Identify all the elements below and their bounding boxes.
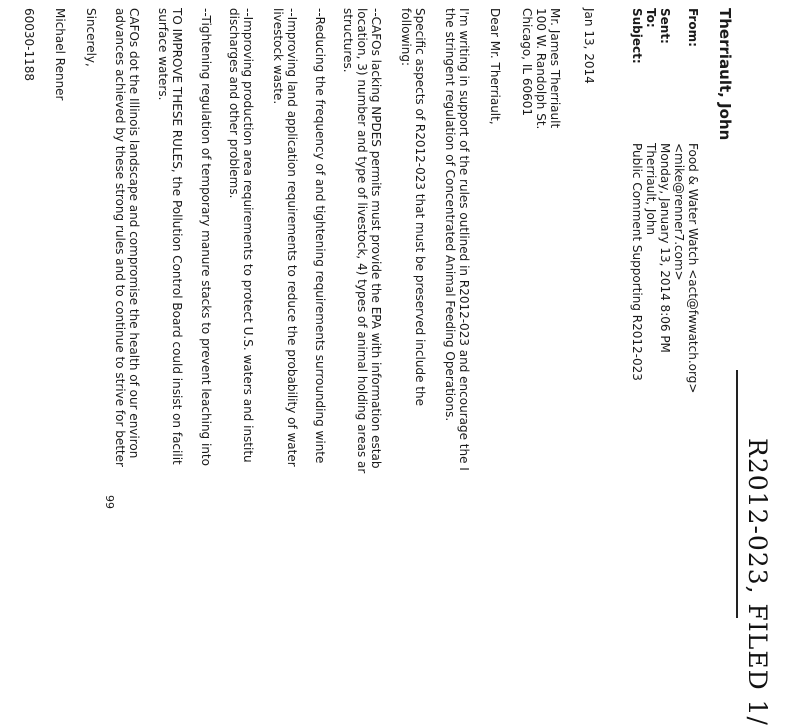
bullet-line: --Reducing the frequency of and tightening requirements surrounding winte	[313, 8, 327, 464]
bullet-line: structures.	[341, 8, 355, 73]
paragraph-line: CAFOs dot the Illinois landscape and compromise the health of our environ	[127, 8, 141, 459]
paragraph-line: TO IMPROVE THESE RULES, the Pollution Control Board could insist on facilit	[170, 8, 184, 465]
to-label: To:	[644, 8, 658, 28]
bullet-line: --Improving production area requirements to protect U.S. waters and institu	[241, 8, 255, 463]
letter-date: Jan 13, 2014	[582, 8, 596, 84]
paragraph-line: the stringent regulation of Concentrated Animal Feeding Operations.	[443, 8, 457, 422]
bullet-line: --Improving land application requirements to reduce the probability of water	[285, 8, 299, 467]
filing-stamp: R2012-023, FILED 1/	[743, 438, 772, 726]
subject-label: Subject:	[630, 8, 644, 64]
from-label: From:	[686, 8, 700, 47]
from-email: <mike@renner7.com>	[672, 143, 686, 281]
sent-label: Sent:	[658, 8, 672, 44]
bullet-line: location, 3) number and type of livestock, 4) types of animal holding areas ar	[355, 8, 369, 474]
salutation: Dear Mr. Therriault,	[488, 8, 502, 125]
to-value: Therriault, John	[644, 143, 658, 236]
address-line: Chicago, IL 60601	[520, 8, 534, 117]
paragraph-line: I'm writing in support of the rules outlined in R2012-023 and encourage the I	[457, 8, 471, 471]
bullet-line: --Tightening regulation of temporary manure stacks to prevent leaching into	[199, 8, 213, 466]
sent-value: Monday, January 13, 2014 8:06 PM	[658, 143, 672, 353]
paragraph-line: surface waters.	[156, 8, 170, 101]
paragraph-line: following:	[399, 8, 413, 66]
header-rule	[736, 370, 738, 618]
bullet-line: --CAFOs lacking NPDES permits must provide the EPA with information estab	[369, 8, 383, 469]
sender-name: Therriault, John	[716, 8, 734, 141]
address-line: Mr. James Therriault	[548, 8, 562, 129]
page-number: 99	[103, 495, 116, 509]
closing: Sincerely,	[84, 8, 98, 67]
signer-zip: 60030-1188	[22, 8, 36, 82]
bullet-line: discharges and other problems.	[227, 8, 241, 199]
address-line: 100 W. Randolph St.	[534, 8, 548, 130]
from-value: Food & Water Watch <act@fwwatch.org>	[686, 143, 700, 394]
signer-name: Michael Renner	[53, 8, 67, 101]
paragraph-line: Specific aspects of R2012-023 that must be preserved include the	[413, 8, 427, 407]
paragraph-line: advances achieved by these strong rules and to continue to strive for better	[113, 8, 127, 467]
subject-value: Public Comment Supporting R2012-023	[630, 143, 644, 381]
bullet-line: livestock waste.	[271, 8, 285, 105]
